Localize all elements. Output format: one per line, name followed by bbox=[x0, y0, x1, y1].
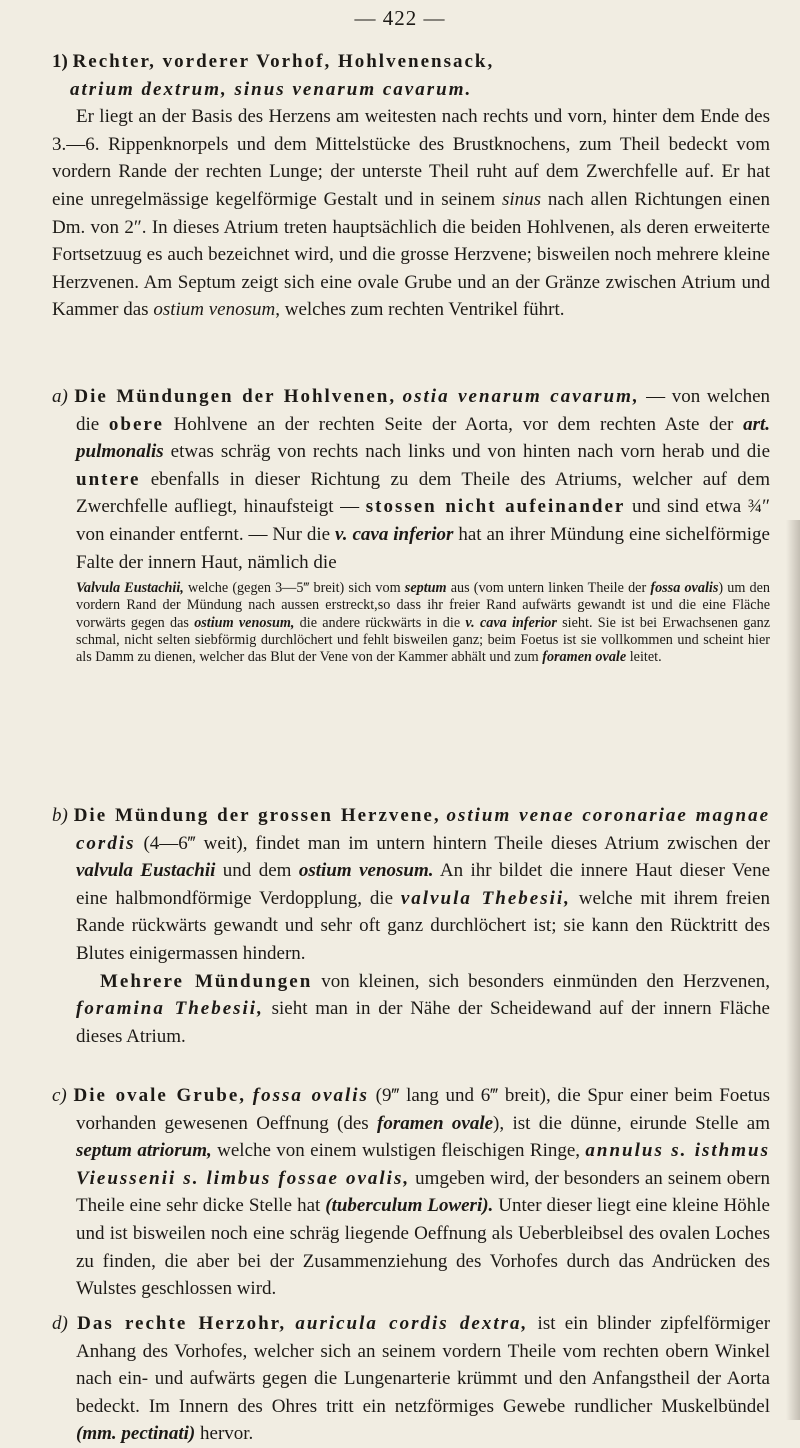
item-a-latin: ostia venarum cavarum, bbox=[402, 386, 640, 407]
item-b-label: b) bbox=[52, 805, 68, 826]
item-c-paragraph: c) Die ovale Grube, fossa ovalis (9‴ lang und 6‴ breit), die Spur einer beim Foetus vorhanden gewesenen Oeffnung (des foramen ovale), ist die dünne, eirunde Stelle am septum atriorum, welche von einem wulstigen fleischigen Ringe, annulus s. isthmus Vieussenii s. limbus fossae ovalis, umgeben wird, der besonders an seinem obern Theile eine sehr dicke Stelle hat (tuberculum Loweri). Unter dieser liegt eine kleine Höhle und ist bisweilen noch eine schräg liegende Oeffnung als Ueberbleibsel des ovalen Loches zu finden, die aber bei der Zusammenziehung des Vorhofes durch das Andrücken des Wulstes geschlossen wird. bbox=[52, 1085, 770, 1300]
item-a-label: a) bbox=[52, 386, 68, 407]
item-c-ovale-grube bbox=[52, 1082, 770, 1303]
item-c-latin: fossa ovalis bbox=[252, 1085, 369, 1106]
section-latin-heading: atrium dextrum, sinus venarum cavarum. bbox=[70, 78, 473, 100]
item-b-heading: Die Mündung der grossen Herzvene, bbox=[73, 805, 441, 826]
item-b-paragraph: b) Die Mündung der grossen Herzvene, ostium venae coronariae magnae cordis (4—6‴ weit), findet man im untern hintern Theile dieses Atrium zwischen der valvula Eustachii und dem ostium venosum. An ihr bildet die innere Haut dieser Vene eine halbmondförmige Verdopplung, die valvula Thebesii, welche mit ihrem freien Rande rückwärts gewandt und sehr oft ganz durchlöchert ist; sie kann den Rücktritt des Blutes einigermassen hindern. bbox=[52, 805, 771, 964]
section-heading: Rechter, vorderer Vorhof, Hohlvenensack, bbox=[72, 51, 495, 72]
item-b-latin: ostium venae coronariae magnae cordis bbox=[76, 805, 771, 854]
item-a-paragraph: a) Die Mündungen der Hohlvenen, ostia venarum cavarum, — von welchen die obere Hohlvene an der rechten Seite der Aorta, vor dem rechten Aste der art. pulmonalis etwas schräg von rechts nach links und von hinten nach vorn herab und die untere ebenfalls in dieser Richtung zu dem Theile des Atriums, welcher auf dem Zwerchfelle aufliegt, hinaufsteigt — stossen nicht aufeinander und sind etwa ¾″ von einander entfernt. — Nur die v. cava inferior hat an ihrer Mündung eine sichelförmige Falte der innern Haut, nämlich die bbox=[52, 386, 771, 573]
item-c-heading: Die ovale Grube, bbox=[73, 1085, 247, 1106]
page-edge-shadow bbox=[786, 520, 800, 1420]
item-b-herzvene bbox=[52, 802, 770, 1050]
page-number: — 422 — bbox=[354, 6, 446, 30]
item-a-heading: Die Mündungen der Hohlvenen, bbox=[74, 386, 397, 407]
footnote-valvula-eustachii: Valvula Eustachii, welche (gegen 3—5‴ breit) sich vom septum aus (vom untern linken Theile der fossa ovalis) um den vordern Rand der Mündung nach aussen erstreckt,so dass ihr freier Rand aufwärts gewandt ist und die eine Fläche vorwärts gegen das ostium venosum, die andere rückwärts in die v. cava inferior sieht. Sie ist bei Erwachsenen ganz schmal, nicht selten siebförmig durchlöchert und fehlt bisweilen ganz; beim Foetus ist sie vollkommen und scheint hier als Damm zu dienen, welcher das Blut der Vene von der Kammer abhält und zum foramen ovale leitet. bbox=[76, 580, 771, 666]
item-d-heading: Das rechte Herzohr, bbox=[77, 1313, 287, 1334]
item-a-hohlvenen bbox=[52, 383, 770, 667]
paragraph-mehrere-muendungen: Mehrere Mündungen von kleinen, sich besonders einmünden den Herzvenen, foramina Thebesii, sieht man in der Nähe der Scheidewand auf der innern Fläche dieses Atrium. bbox=[76, 970, 770, 1047]
item-d-latin: auricula cordis dextra, bbox=[295, 1313, 529, 1334]
item-d-label: d) bbox=[52, 1313, 68, 1334]
section-intro-paragraph: Er liegt an der Basis des Herzens am weitesten nach rechts und vorn, hinter dem Ende des 3.—6. Rippenknorpels und dem Mittelstücke des Brustknochens, zum Theil bedeckt vom vordern Rande der rechten Lunge; der unterste Theil ruht auf dem Zwerchfelle auf. Er hat eine unregelmässige kegelförmige Gestalt und in seinem sinus nach allen Richtungen einen Dm. von 2″. In dieses Atrium treten hauptsächlich die beiden Hohlvenen, als deren erweiterte Fortsetzuug es auch bezeichnet wird, und die grosse Herzvene; bisweilen noch mehrere kleine Herzvenen. Am Septum zeigt sich eine ovale Grube und an der Gränze zwischen Atrium und Kammer das ostium venosum, welches zum rechten Ventrikel führt. bbox=[52, 106, 770, 321]
section-title bbox=[52, 48, 770, 103]
item-c-label: c) bbox=[52, 1085, 67, 1106]
section-number: 1) bbox=[52, 51, 68, 72]
section-right-atrium bbox=[52, 48, 770, 324]
item-d-paragraph: d) Das rechte Herzohr, auricula cordis dextra, ist ein blinder zipfelförmiger Anhang des Vorhofes, welcher sich an seinem vordern Theile vom rechten obern Winkel nach ein- und aufwärts gegen die Lungenarterie krümmt und den Anfangstheil der Aorta bedeckt. Im Innern des Ohres tritt ein netzförmiges Gewebe rundlicher Muskelbündel (mm. pectinati) hervor. bbox=[52, 1313, 771, 1445]
item-d-herzohr bbox=[52, 1310, 770, 1448]
